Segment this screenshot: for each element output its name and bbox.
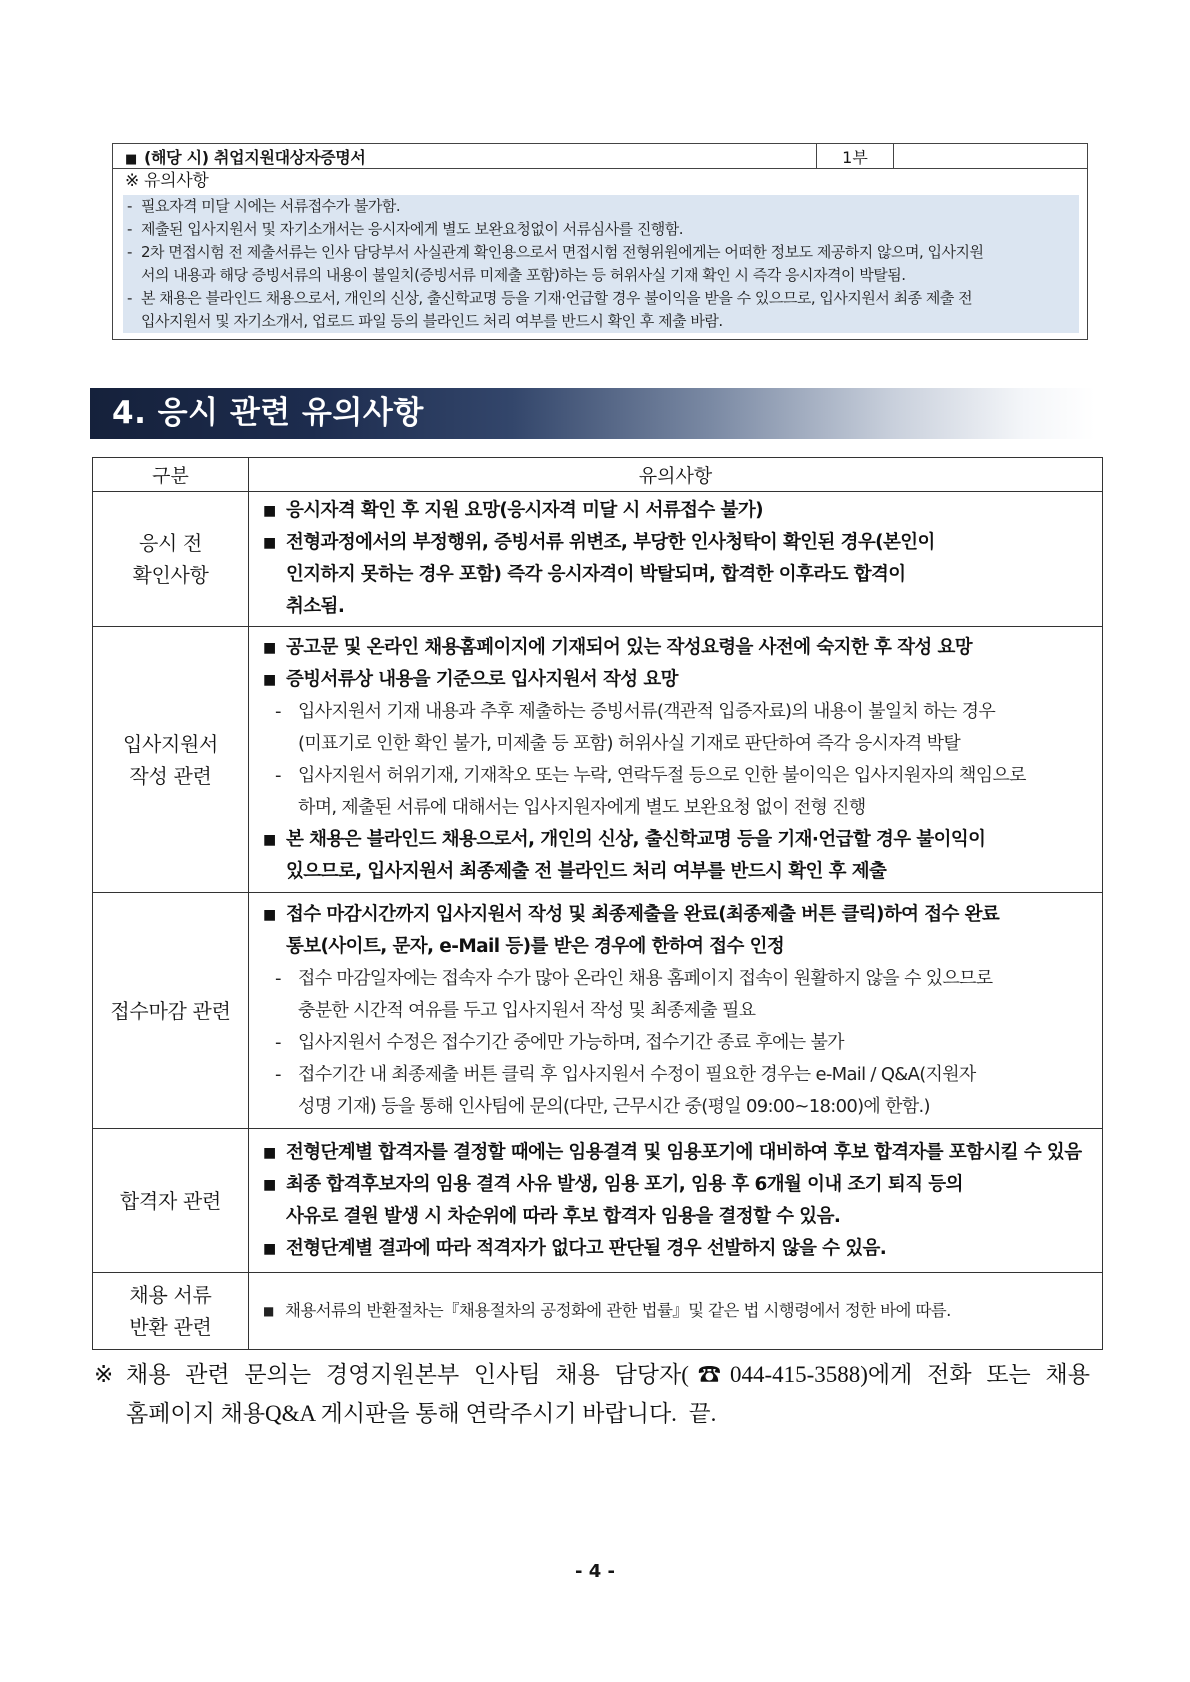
bullet-item (263, 664, 1098, 696)
text-line: 입사지원서 허위기재, 기재착오 또는 누락, 연락두절 등으로 인한 불이익은 입사지원자의 책임으로 (298, 764, 1026, 786)
row-label-line: 접수마감 관련 (110, 998, 231, 1023)
dash-marker: - (275, 1063, 281, 1085)
sub-item (263, 1027, 1098, 1059)
note-line: 본 채용은 블라인드 채용으로서, 개인의 신상, 출신학교명 등을 기재·언급할 경우 불이익을 받을 수 있으므로, 입사지원서 최종 제출 전 (141, 289, 973, 307)
text-line: 입사지원서 수정은 접수기간 중에만 가능하며, 접수기간 종료 후에는 불가 (298, 1031, 844, 1053)
bullet-square-icon: ■ (125, 151, 137, 167)
table-row (93, 1129, 1103, 1273)
bullet-square-icon: ■ (263, 671, 276, 688)
text-line: 전형단계별 결과에 따라 적격자가 없다고 판단될 경우 선발하지 않을 수 있음. (286, 1237, 887, 1259)
bullet-text (286, 495, 1098, 527)
dash-marker: - (127, 289, 132, 307)
sub-item-text (298, 696, 1098, 760)
sub-item (263, 1059, 1098, 1123)
bullet-text (286, 664, 1098, 696)
text-line: 하며, 제출된 서류에 대해서는 입사지원자에게 별도 보완요청 없이 전형 진행 (298, 796, 866, 818)
notes-cell (113, 169, 1088, 340)
reference-mark-icon: ※ (94, 1362, 114, 1387)
bullet-text (286, 632, 1098, 664)
bullet-square-icon: ■ (263, 831, 276, 848)
note-text (141, 195, 1075, 218)
table-row (93, 1273, 1103, 1350)
bullet-item (263, 632, 1098, 664)
bullet-item (263, 527, 1098, 623)
row-label-line: 작성 관련 (129, 763, 212, 788)
text-line: 성명 기재) 등을 통해 인사팀에 문의(다만, 근무시간 중(평일 09:00~18:00)에 한함.) (298, 1095, 930, 1117)
sub-item-text (298, 1027, 1098, 1059)
text-line: 홈페이지 채용Q&A 게시판을 통해 연락주시기 바랍니다. 끝. (126, 1401, 717, 1426)
dash-marker: - (275, 764, 281, 786)
note-item (127, 287, 1075, 333)
sub-item-text (298, 963, 1098, 1027)
text-line: 인지하지 못하는 경우 포함) 즉각 응시자격이 박탈되며, 합격한 이후라도 합격이 (286, 564, 906, 585)
bullet-square-icon: ■ (263, 906, 276, 923)
bullet-text (286, 527, 1098, 623)
row-label (93, 627, 249, 893)
sub-item-text (298, 1059, 1098, 1123)
bullet-item (263, 1137, 1098, 1169)
text-line: 채용 관련 문의는 경영지원본부 인사팀 채용 담당자(☎044-415-3588)에게 전화 또는 채용 (126, 1362, 1090, 1387)
text-line: 증빙서류상 내용을 기준으로 입사지원서 작성 요망 (286, 668, 678, 690)
text-line: 전형단계별 합격자를 결정할 때에는 임용결격 및 임용포기에 대비하여 후보 합격자를 포함시킬 수 있음 (286, 1141, 1082, 1163)
text-line: 입사지원서 기재 내용과 추후 제출하는 증빙서류(객관적 입증자료)의 내용이 불일치 하는 경우 (298, 700, 996, 722)
precautions-table (92, 457, 1103, 1350)
row-label (93, 1273, 249, 1350)
document-quantity: 1부 (817, 144, 894, 169)
contact-note-text (126, 1355, 1090, 1433)
bullet-item (263, 824, 1098, 888)
row-content (249, 1273, 1103, 1350)
bullet-square-icon: ■ (263, 1304, 274, 1318)
section-title: 4. 응시 관련 유의사항 (112, 395, 424, 431)
sub-item-text (298, 760, 1098, 824)
table-row (93, 492, 1103, 627)
dash-marker: - (275, 967, 281, 989)
table-row (93, 893, 1103, 1129)
note-line: 서의 내용과 해당 증빙서류의 내용이 불일치(증빙서류 미제출 포함)하는 등 허위사실 기재 확인 시 즉각 응시자격이 박탈됨. (141, 266, 906, 284)
bullet-item (263, 1169, 1098, 1233)
notes-row (113, 169, 1088, 340)
note-line: 입사지원서 및 자기소개서, 업로드 파일 등의 블라인드 처리 여부를 반드시 확인 후 제출 바람. (141, 312, 723, 330)
document-item-cell (113, 144, 817, 169)
document-item-label: (해당 시) 취업지원대상자증명서 (143, 147, 366, 167)
note-item (127, 218, 1075, 241)
section-title-bar (90, 388, 1095, 439)
row-label-line: 응시 전 (138, 531, 203, 555)
bullet-text (285, 1295, 1098, 1327)
row-label-line: 채용 서류 (129, 1283, 212, 1307)
notes-list (123, 195, 1079, 333)
bullet-item (263, 495, 1098, 527)
sub-item (263, 760, 1098, 824)
bullet-text (286, 1233, 1098, 1265)
row-content (249, 492, 1103, 627)
bullet-square-icon: ■ (263, 1144, 276, 1161)
row-content (249, 1129, 1103, 1273)
row-label-line: 입사지원서 (122, 731, 219, 756)
sub-item (263, 963, 1098, 1027)
bullet-item (263, 1233, 1098, 1265)
text-line: 공고문 및 온라인 채용홈페이지에 기재되어 있는 작성요령을 사전에 숙지한 후 작성 요망 (286, 636, 973, 658)
required-documents-table (112, 143, 1088, 340)
text-line: 본 채용은 블라인드 채용으로서, 개인의 신상, 출신학교명 등을 기재·언급할 경우 불이익이 (286, 828, 986, 850)
note-line: 2차 면접시험 전 제출서류는 인사 담당부서 사실관계 확인용으로서 면접시험 전형위원에게는 어떠한 정보도 제공하지 않으며, 입사지원 (141, 243, 984, 261)
table-header-row (93, 458, 1103, 492)
note-text (141, 218, 1075, 241)
note-text (141, 241, 1075, 287)
table-row (93, 627, 1103, 893)
document-row (113, 144, 1088, 169)
bullet-square-icon: ■ (263, 1176, 276, 1193)
text-line: 통보(사이트, 문자, e-Mail 등)를 받은 경우에 한하여 접수 인정 (286, 935, 785, 957)
text-line: 있으므로, 입사지원서 최종제출 전 블라인드 처리 여부를 반드시 확인 후 제출 (286, 860, 887, 882)
note-text (141, 287, 1075, 333)
text-line: 전형과정에서의 부정행위, 증빙서류 위변조, 부당한 인사청탁이 확인된 경우(본인이 (286, 532, 935, 553)
column-header-precautions: 유의사항 (249, 458, 1103, 492)
text-line: 취소됨. (286, 596, 345, 617)
text-line: 접수 마감시간까지 입사지원서 작성 및 최종제출을 완료(최종제출 버튼 클릭)하여 접수 완료 (286, 903, 1000, 925)
dash-marker: - (127, 220, 132, 238)
bullet-square-icon: ■ (263, 503, 276, 519)
row-label (93, 1129, 249, 1273)
bullet-item (263, 899, 1098, 963)
bullet-text (286, 1169, 1098, 1233)
text-line: 접수기간 내 최종제출 버튼 클릭 후 입사지원서 수정이 필요한 경우는 e-Mail / Q&A(지원자 (298, 1063, 976, 1085)
note-line: 필요자격 미달 시에는 서류접수가 불가함. (141, 197, 401, 215)
text-line: 최종 합격후보자의 임용 결격 사유 발생, 임용 포기, 임용 후 6개월 이내 조기 퇴직 등의 (286, 1173, 963, 1195)
document-remark-cell (894, 144, 1088, 169)
bullet-item (263, 1295, 1098, 1327)
bullet-square-icon: ■ (263, 639, 276, 656)
dash-marker: - (127, 197, 132, 215)
text-line: 응시자격 확인 후 지원 요망(응시자격 미달 시 서류접수 불가) (286, 500, 763, 521)
row-label (93, 893, 249, 1129)
notes-title: ※ 유의사항 (125, 171, 209, 191)
bullet-text (286, 824, 1098, 888)
text-line: 사유로 결원 발생 시 차순위에 따라 후보 합격자 임용을 결정할 수 있음. (286, 1205, 841, 1227)
dash-marker: - (275, 700, 281, 722)
dash-marker: - (275, 1031, 281, 1053)
note-line: 제출된 입사지원서 및 자기소개서는 응시자에게 별도 보완요청없이 서류심사를 진행함. (141, 220, 684, 238)
sub-item (263, 696, 1098, 760)
text-line: 채용서류의 반환절차는『채용절차의 공정화에 관한 법률』및 같은 법 시행령에서 정한 바에 따름. (285, 1301, 951, 1320)
bullet-square-icon: ■ (263, 535, 276, 551)
row-content (249, 893, 1103, 1129)
text-line: (미표기로 인한 확인 불가, 미제출 등 포함) 허위사실 기재로 판단하여 즉각 응시자격 박탈 (298, 732, 961, 754)
note-item (127, 195, 1075, 218)
text-line: 접수 마감일자에는 접속자 수가 많아 온라인 채용 홈페이지 접속이 원활하지 않을 수 있으므로 (298, 967, 993, 989)
bullet-text (286, 899, 1098, 963)
contact-note (94, 1355, 1090, 1433)
row-label-line: 확인사항 (132, 563, 209, 587)
row-label (93, 492, 249, 627)
text-line: 충분한 시간적 여유를 두고 입사지원서 작성 및 최종제출 필요 (298, 999, 756, 1021)
bullet-text (286, 1137, 1098, 1169)
row-label-line: 반환 관련 (129, 1315, 212, 1339)
dash-marker: - (127, 243, 132, 261)
row-label-line: 합격자 관련 (119, 1188, 222, 1213)
page-number: - 4 - (575, 1561, 615, 1582)
row-content (249, 627, 1103, 893)
bullet-square-icon: ■ (263, 1240, 276, 1257)
column-header-category: 구분 (93, 458, 249, 492)
note-item (127, 241, 1075, 287)
